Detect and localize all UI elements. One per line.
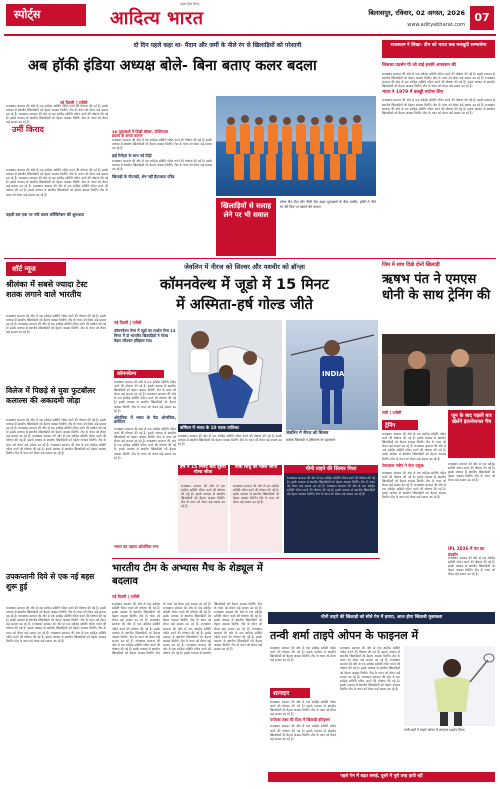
tanvi-paragraph-5: राजस्थान सरकार की ओर से एक स्पोर्ट्स समिति गठित करने की घोषणा की गई है। इसके माध्यम से स्थानीय खिलाड़ियों को बेहतर अवसर मिलेंगे। टीम के चयन को लेकर कई सवाल उठ रहे हैं। [340, 658, 400, 679]
center-headline-2: में अस्मिता-हर्ष गोल्ड जीते [176, 297, 313, 313]
pant-headline: ऋषभ पंत ने एमएस धोनी के साथ ट्रेनिंग की [382, 272, 491, 303]
box-harsh-title: हर्ष ने 15 मिनट बाद दूसरा गोल्ड जीता [180, 465, 226, 475]
pant-tag: ट्रेनिंग [382, 420, 418, 430]
tanvi-tag: शानदार [270, 688, 310, 698]
lead-col2-sub-4: खिलाड़ी के पीएचडी, शेष नहीं हैदराबाद एविड [112, 173, 175, 179]
tanvi-kicker: चीनी ताइपे की खिलाड़ी को सीधे गेम में हराया, आज होगा खिताबी मुकाबला [268, 612, 495, 624]
rajasthan-subhead: जिसका प्रदर्शन पी जो वाई इनकी अपवंशन की [382, 63, 456, 68]
box-harsh [178, 465, 228, 553]
practice-paragraph-7: राजस्थान सरकार की ओर से एक स्पोर्ट्स समिति गठित करने की घोषणा की गई है। इसके माध्यम से स्थानीय खिलाड़ियों को बेहतर अवसर मिलेंगे। टीम के चयन को लेकर कई सवाल उठ रहे हैं। [214, 610, 262, 631]
center-body-2 [178, 434, 282, 462]
section-label: स्पोर्ट्स [6, 4, 86, 26]
center-byline: नई दिल्ली | एजेंसी [114, 320, 142, 325]
tanvi-paragraph-4: राजस्थान सरकार की ओर से एक स्पोर्ट्स समिति गठित करने की घोषणा की गई है। इसके माध्यम से स्थानीय खिलाड़ियों को बेहतर अवसर मिलेंगे। टीम के चयन को लेकर कई सवाल उठ रहे हैं। [340, 646, 400, 663]
center-paragraph-2: राजस्थान सरकार की ओर से एक स्पोर्ट्स समिति गठित करने की घोषणा की गई है। इसके माध्यम से स्थानीय खिलाड़ियों को बेहतर अवसर मिलेंगे। टीम के चयन को लेकर कई सवाल उठ रहे हैं। [114, 392, 176, 413]
lead-paragraph: राजस्थान सरकार की ओर से एक स्पोर्ट्स समिति गठित करने की घोषणा की गई है। इसके माध्यम से स्थानीय खिलाड़ियों को बेहतर अवसर मिलेंगे। टीम के चयन को लेकर कई सवाल उठ रहे हैं। [6, 104, 108, 117]
javelin-photo [286, 320, 378, 430]
lead-kicker: दो दिन पहले कहा था- मैदान और जमीं के नीले रंग से खिलाड़ियों को परेशानी [133, 42, 302, 49]
lead-headline: अब हॉकी इंडिया अध्यक्ष बोले- बिना बताए कलर बदला [28, 58, 317, 74]
pant-dhoni-figures [382, 334, 495, 406]
website: www.adityabharat.com [407, 22, 465, 28]
practice-paragraph-5: राजस्थान सरकार की ओर से एक स्पोर्ट्स समिति गठित करने की घोषणा की गई है। इसके माध्यम से स्थानीय खिलाड़ियों को बेहतर अवसर मिलेंगे। टीम के चयन को लेकर कई सवाल उठ रहे हैं। [163, 622, 211, 647]
svg-text:INDIA: INDIA [322, 370, 345, 378]
left-paragraph-7: राजस्थान सरकार की ओर से एक स्पोर्ट्स समिति गठित करने की घोषणा की गई है। इसके माध्यम से स्थानीय खिलाड़ियों को बेहतर अवसर मिलेंगे। टीम के चयन को लेकर कई सवाल उठ रहे हैं। [6, 606, 106, 619]
team-figures [216, 96, 376, 196]
pant-dhoni-photo [382, 334, 495, 406]
logo-text: आदित्य भारत [110, 8, 204, 29]
pant-kicker: जिम में साथ दिखे दोनों खिलाड़ी [382, 262, 440, 268]
logo-tagline: राष्ट्रीय हिंदी दैनिक [180, 2, 200, 6]
tanvi-body-1 [270, 646, 336, 686]
lead-col2-body-2: राजस्थान सरकार की ओर से एक स्पोर्ट्स समिति गठित करने की घोषणा की गई है। इसके माध्यम से स्थानीय खिलाड़ियों को बेहतर अवसर मिलेंगे। टीम के चयन को लेकर कई सवाल उठ रहे हैं। [112, 158, 212, 171]
center-body-1 [114, 380, 176, 540]
practice-paragraph-2: राजस्थान सरकार की ओर से एक स्पोर्ट्स समिति गठित करने की घोषणा की गई है। इसके माध्यम से स्थानीय खिलाड़ियों को बेहतर अवसर मिलेंगे। टीम के चयन को लेकर कई सवाल उठ रहे हैं। [112, 618, 160, 643]
pant-paragraph-3: राजस्थान सरकार की ओर से एक स्पोर्ट्स समिति गठित करने की घोषणा की गई है। इसके माध्यम से स्थानीय खिलाड़ियों को बेहतर अवसर मिलेंगे। टीम के चयन को लेकर कई सवाल उठ रहे हैं। [382, 470, 446, 488]
tanvi-paragraph-1: राजस्थान सरकार की ओर से एक स्पोर्ट्स समिति गठित करने की घोषणा की गई है। इसके माध्यम से स्थानीय खिलाड़ियों को बेहतर अवसर मिलेंगे। टीम के चयन को लेकर कई सवाल उठ रहे हैं। [270, 646, 336, 663]
left-paragraph-4: राजस्थान सरकार की ओर से एक स्पोर्ट्स समिति गठित करने की घोषणा की गई है। इसके माध्यम से स्थानीय खिलाड़ियों को बेहतर अवसर मिलेंगे। टीम के चयन को लेकर कई सवाल उठ रहे हैं। [6, 426, 106, 439]
logo [110, 2, 310, 32]
rajasthan-paragraph-2: राजस्थान सरकार की ओर से एक स्पोर्ट्स समिति गठित करने की घोषणा की गई है। इसके माध्यम से स्थानीय खिलाड़ियों को बेहतर अवसर मिलेंगे। टीम के चयन को लेकर कई सवाल उठ रहे हैं। [382, 76, 495, 89]
practice-byline: नई दिल्ली | एजेंसी [112, 594, 140, 599]
left-paragraph-9: राजस्थान सरकार की ओर से एक स्पोर्ट्स समिति गठित करने की घोषणा की गई है। इसके माध्यम से स्थानीय खिलाड़ियों को बेहतर अवसर मिलेंगे। टीम के चयन को लेकर कई सवाल उठ रहे हैं। [6, 622, 106, 635]
center-tag: कॉमनवेल्थ [114, 370, 164, 378]
left-item3-head: उपकप्तानी दिये से एक नई बहस शुरू हुई [6, 572, 95, 591]
hockey-team-photo [216, 96, 376, 196]
box-sindhu-body [230, 481, 282, 555]
tanvi-caption: तन्वी शर्मा ने ताइपे ओपन में शानदार प्रदर्शन किया [404, 728, 465, 732]
center-subhead-c: ओलंपिक में भारत के पैरा ओलंपिक, कमेंटेटर [114, 414, 176, 424]
lead-mid-head: पहली बार एक पर नयी कलर कॉम्बिनेशन की शुरुआत [6, 212, 84, 217]
left-paragraph-1: राजस्थान सरकार की ओर से एक स्पोर्ट्स समिति गठित करने की घोषणा की गई है। इसके माध्यम से स्थानीय खिलाड़ियों को बेहतर अवसर मिलेंगे। टीम के चयन को लेकर कई सवाल उठ रहे हैं। [6, 314, 106, 327]
lead-paragraph-4: राजस्थान सरकार की ओर से एक स्पोर्ट्स समिति गठित करने की घोषणा की गई है। इसके माध्यम से स्थानीय खिलाड़ियों को बेहतर अवसर मिलेंगे। टीम के चयन को लेकर कई सवाल उठ रहे हैं। [6, 176, 108, 189]
lead-paragraph-2: राजस्थान सरकार की ओर से एक स्पोर्ट्स समिति गठित करने की घोषणा की गई है। इसके माध्यम से स्थानीय खिलाड़ियों को बेहतर अवसर मिलेंगे। टीम के चयन को लेकर कई सवाल उठ रहे हैं। [6, 112, 108, 125]
judo-caption: बर्मिंघम में भारत के 10 पदक तालिका [178, 424, 282, 432]
page-number: 07 [470, 6, 494, 30]
pant-paragraph-2: राजस्थान सरकार की ओर से एक स्पोर्ट्स समिति गठित करने की घोषणा की गई है। इसके माध्यम से स्थानीय खिलाड़ियों को बेहतर अवसर मिलेंगे। टीम के चयन को लेकर कई सवाल उठ रहे हैं। [382, 444, 446, 461]
box-taipei-body [284, 473, 378, 549]
rajasthan-body [382, 72, 495, 180]
left-paragraph-2: राजस्थान सरकार की ओर से एक स्पोर्ट्स समिति गठित करने की घोषणा की गई है। इसके माध्यम से स्थानीय खिलाड़ियों को बेहतर अवसर मिलेंगे। टीम के चयन को लेकर कई सवाल उठ रहे हैं। [6, 322, 106, 335]
box-taipei [284, 465, 378, 553]
box-sindhu-text: राजस्थान सरकार की ओर से एक स्पोर्ट्स समिति गठित करने की घोषणा की गई है। इसके माध्यम से स्थानीय खिलाड़ियों को बेहतर अवसर मिलेंगे। टीम के चयन को लेकर कई सवाल उठ रहे हैं। [233, 484, 279, 505]
lead-body-3 [112, 100, 212, 256]
left-item1-body [6, 314, 106, 384]
practice-body [112, 602, 262, 782]
tanvi-body-3 [340, 646, 400, 772]
lead-byline: नई दिल्ली | एजेंसी [60, 100, 88, 105]
left-paragraph-3: राजस्थान सरकार की ओर से एक स्पोर्ट्स समिति गठित करने की घोषणा की गई है। इसके माध्यम से स्थानीय खिलाड़ियों को बेहतर अवसर मिलेंगे। टीम के चयन को लेकर कई सवाल उठ रहे हैं। [6, 418, 106, 431]
left-paragraph-5: राजस्थान सरकार की ओर से एक स्पोर्ट्स समिति गठित करने की घोषणा की गई है। इसके माध्यम से स्थानीय खिलाड़ियों को बेहतर अवसर मिलेंगे। टीम के चयन को लेकर कई सवाल उठ रहे हैं। [6, 434, 106, 447]
box-harsh-text: राजस्थान सरकार की ओर से एक स्पोर्ट्स समिति गठित करने की घोषणा की गई है। इसके माध्यम से स्थानीय खिलाड़ियों को बेहतर अवसर मिलेंगे। टीम के चयन को लेकर कई सवाल उठ रहे हैं। [181, 484, 225, 509]
center-paragraph-4: राजस्थान सरकार की ओर से एक स्पोर्ट्स समिति गठित करने की घोषणा की गई है। इसके माध्यम से स्थानीय खिलाड़ियों को बेहतर अवसर मिलेंगे। टीम के चयन को लेकर कई सवाल उठ रहे हैं। [114, 439, 176, 460]
javelin-caption: जेवलिन में नीरज को सिल्वर [286, 430, 329, 435]
masthead-rule [4, 34, 496, 36]
rajasthan-paragraph-4: राजस्थान सरकार की ओर से एक स्पोर्ट्स समिति गठित करने की घोषणा की गई है। इसके माध्यम से स्थानीय खिलाड़ियों को बेहतर अवसर मिलेंगे। टीम के चयन को लेकर कई सवाल उठ रहे हैं। [382, 102, 495, 115]
section-rule-1 [4, 258, 496, 259]
lead-col2-sub-1: 30 मुकाबलों में दिखी बॉक्स, टोक्यियाल [112, 129, 169, 134]
box-taipei-text-2: राजस्थान सरकार की ओर से एक स्पोर्ट्स समिति गठित करने की घोषणा की गई है। इसके माध्यम से स्थानीय खिलाड़ियों को बेहतर अवसर मिलेंगे। टीम के चयन को लेकर कई सवाल उठ रहे हैं। [287, 484, 376, 497]
pant-paragraph-4: राजस्थान सरकार की ओर से एक स्पोर्ट्स समिति गठित करने की घोषणा की गई है। इसके माध्यम से स्थानीय खिलाड़ियों को बेहतर अवसर मिलेंगे। टीम के चयन को लेकर कई सवाल उठ रहे हैं। [382, 483, 446, 500]
hockey-quote-box: खिलाड़ियों से सलाह लेने पर भी सवाल [216, 198, 276, 256]
rajasthan-para-head: भारत ने 1979 में कबड्डी पार्टनर शिप [382, 90, 444, 96]
shorts-tag: शॉर्ट न्यूज [6, 262, 66, 276]
practice-paragraph-1: राजस्थान सरकार की ओर से एक स्पोर्ट्स समिति गठित करने की घोषणा की गई है। इसके माध्यम से स्थानीय खिलाड़ियों को बेहतर अवसर मिलेंगे। टीम के चयन को लेकर कई सवाल उठ रहे हैं। [112, 602, 160, 623]
ipl-body [448, 556, 495, 608]
practice-paragraph-4: राजस्थान सरकार की ओर से एक स्पोर्ट्स समिति गठित करने की घोषणा की गई है। इसके माध्यम से स्थानीय खिलाड़ियों को बेहतर अवसर मिलेंगे। टीम के चयन को लेकर कई सवाल उठ रहे हैं। [163, 606, 211, 627]
javelin-side-caption: प्रत्येक खिलाड़ी व हरियाणा के पहलवान [286, 438, 336, 442]
lead-col2-sub-2: प्रयास के बनाए कारण [112, 133, 143, 139]
box-sindhu-title: पीवी सिंधु को मेडल सौंपा [234, 465, 278, 470]
center-kicker: जेवलिन में नीरज को सिल्वर और यशवीर को ब्रॉन्ज़ा [184, 263, 305, 271]
left-paragraph-10: राजस्थान सरकार की ओर से एक स्पोर्ट्स समिति गठित करने की घोषणा की गई है। इसके माध्यम से स्थानीय खिलाड़ियों को बेहतर अवसर मिलेंगे। टीम के चयन को लेकर कई सवाल उठ रहे हैं। [6, 630, 106, 643]
left-item2-body [6, 418, 106, 568]
box-taipei-text: राजस्थान सरकार की ओर से एक स्पोर्ट्स समिति गठित करने की घोषणा की गई है। इसके माध्यम से स्थानीय खिलाड़ियों को बेहतर अवसर मिलेंगे। टीम के चयन को लेकर कई सवाल उठ रहे हैं। [287, 476, 375, 489]
center-headline-1: कॉमनवेल्थ में जूडो में 15 मिनट [159, 277, 329, 293]
pant-side-body [448, 462, 495, 542]
pant-body [382, 432, 446, 628]
box-sindhu [230, 465, 282, 553]
ipl-head: IPL 2026 में पंत का प्रदर्शन [448, 546, 485, 557]
tanvi-footer-band: पहले गेम में बढ़त बनाई, दूसरे में पूरी तरह हावी रहीं [268, 772, 495, 782]
practice-paragraph-3: राजस्थान सरकार की ओर से एक स्पोर्ट्स समिति गठित करने की घोषणा की गई है। इसके माध्यम से स्थानीय खिलाड़ियों को बेहतर अवसर मिलेंगे। टीम के चयन को लेकर कई सवाल उठ रहे हैं। [112, 602, 211, 656]
left-paragraph-8: राजस्थान सरकार की ओर से एक स्पोर्ट्स समिति गठित करने की घोषणा की गई है। इसके माध्यम से स्थानीय खिलाड़ियों को बेहतर अवसर मिलेंगे। टीम के चयन को लेकर कई सवाल उठ रहे हैं। [6, 614, 106, 627]
rajasthan-paragraph-3: राजस्थान सरकार की ओर से एक स्पोर्ट्स समिति गठित करने की घोषणा की गई है। इसके माध्यम से स्थानीय खिलाड़ियों को बेहतर अवसर मिलेंगे। टीम के चयन को लेकर कई सवाल उठ रहे हैं। [382, 98, 495, 107]
center-subhead-d: भारत का पहला ओलंपिक रनर [114, 544, 159, 549]
ipl-paragraph: राजस्थान सरकार की ओर से एक स्पोर्ट्स समिति गठित करने की घोषणा की गई है। इसके माध्यम से स्थानीय खिलाड़ियों को बेहतर अवसर मिलेंगे। टीम के चयन को लेकर कई सवाल उठ रहे हैं। [448, 556, 495, 577]
pant-side-paragraph: राजस्थान सरकार की ओर से एक स्पोर्ट्स समिति गठित करने की घोषणा की गई है। इसके माध्यम से स्थानीय खिलाड़ियों को बेहतर अवसर मिलेंगे। टीम के चयन को लेकर कई सवाल उठ रहे हैं। [448, 462, 495, 483]
javelin-figure [286, 320, 378, 430]
tanvi-headline: तन्वी शर्मा ताइपे ओपन के फाइनल में [270, 629, 419, 642]
center-paragraph-5: राजस्थान सरकार की ओर से एक स्पोर्ट्स समिति गठित करने की घोषणा की गई है। इसके माध्यम से स्थानीय खिलाड़ियों को बेहतर अवसर मिलेंगे। टीम के चयन को लेकर कई सवाल उठ रहे हैं। [178, 434, 282, 447]
lead-paragraph-3: राजस्थान सरकार की ओर से एक स्पोर्ट्स समिति गठित करने की घोषणा की गई है। इसके माध्यम से स्थानीय खिलाड़ियों को बेहतर अवसर मिलेंगे। टीम के चयन को लेकर कई सवाल उठ रहे हैं। [6, 168, 108, 181]
hockey-caption: ब्लैक ग्रीन टीम और नीली टीम बाहर मुकाबलों के बीच तस्वीर; हॉकी में नीले रंग की पिच पर खेलने की परंपरा [280, 200, 376, 209]
judo-figures [178, 320, 282, 424]
tanvi-sub: परफेक्ट लक्ष्य की दिशा में खिलाड़ी हरिकृष्ण [270, 717, 330, 723]
lead-col2-sub-3: हाई टैलेंट्स के साथ नई पीढ़ी [112, 153, 152, 159]
lead-subhead: उर्मी किराद [12, 124, 52, 135]
practice-headline: भारतीय टीम के अभ्यास मैच के शेड्यूल में बदलाव [112, 563, 263, 587]
date-line: बिलासपुर, रविवार, 02 अगस्त, 2026 [368, 9, 465, 17]
rajasthan-paragraph: राजस्थान सरकार की ओर से एक स्पोर्ट्स समिति गठित करने की घोषणा की गई है। इसके माध्यम से स्थानीय खिलाड़ियों को बेहतर अवसर मिलेंगे। टीम के चयन को लेकर कई सवाल उठ रहे हैं। [382, 72, 495, 81]
pant-byline: रांची | एजेंसी [382, 410, 402, 415]
center-paragraph-1: राजस्थान सरकार की ओर से एक स्पोर्ट्स समिति गठित करने की घोषणा की गई है। इसके माध्यम से स्थानीय खिलाड़ियों को बेहतर अवसर मिलेंगे। टीम के चयन को लेकर कई सवाल उठ रहे हैं। [114, 380, 176, 397]
practice-paragraph-8: राजस्थान सरकार की ओर से एक स्पोर्ट्स समिति गठित करने की घोषणा की गई है। इसके माध्यम से स्थानीय खिलाड़ियों को बेहतर अवसर मिलेंगे। टीम के चयन को लेकर कई सवाल उठ रहे हैं। [214, 626, 262, 652]
tanvi-paragraph-3: राजस्थान सरकार की ओर से एक स्पोर्ट्स समिति गठित करने की घोषणा की गई है। इसके माध्यम से स्थानीय खिलाड़ियों को बेहतर अवसर मिलेंगे। टीम के चयन को लेकर कई सवाल उठ रहे हैं। [270, 724, 336, 741]
center-paragraph-3: राजस्थान सरकार की ओर से एक स्पोर्ट्स समिति गठित करने की घोषणा की गई है। इसके माध्यम से स्थानीय खिलाड़ियों को बेहतर अवसर मिलेंगे। टीम के चयन को लेकर कई सवाल उठ रहे हैं। [114, 426, 176, 444]
left-item1-head: श्रीलंका में सबसे ज्यादा टेस्ट शतक लगाने वाले भारतीय [6, 280, 88, 299]
tanvi-paragraph-6: राजस्थान सरकार की ओर से एक स्पोर्ट्स समिति गठित करने की घोषणा की गई है। इसके माध्यम से स्थानीय खिलाड़ियों को बेहतर अवसर मिलेंगे। टीम के चयन को लेकर कई सवाल उठ रहे हैं। [340, 674, 400, 691]
judo-photo [178, 320, 282, 424]
box-harsh-body [178, 481, 228, 555]
left-item3-body [6, 606, 106, 782]
practice-paragraph-6: राजस्थान सरकार की ओर से एक स्पोर्ट्स समिति गठित करने की घोषणा की गई है। इसके माध्यम से स्थानीय खिलाड़ियों को बेहतर अवसर मिलेंगे। टीम के चयन को लेकर कई सवाल उठ रहे हैं। [163, 602, 262, 656]
pant-paragraph-1: राजस्थान सरकार की ओर से एक स्पोर्ट्स समिति गठित करने की घोषणा की गई है। इसके माध्यम से स्थानीय खिलाड़ियों को बेहतर अवसर मिलेंगे। टीम के चयन को लेकर कई सवाल उठ रहे हैं। [382, 432, 446, 449]
tanvi-photo [404, 646, 495, 726]
lead-paragraph-5: राजस्थान सरकार की ओर से एक स्पोर्ट्स समिति गठित करने की घोषणा की गई है। इसके माध्यम से स्थानीय खिलाड़ियों को बेहतर अवसर मिलेंगे। टीम के चयन को लेकर कई सवाल उठ रहे हैं। [6, 184, 108, 197]
left-paragraph-6: राजस्थान सरकार की ओर से एक स्पोर्ट्स समिति गठित करने की घोषणा की गई है। इसके माध्यम से स्थानीय खिलाड़ियों को बेहतर अवसर मिलेंगे। टीम के चयन को लेकर कई सवाल उठ रहे हैं। [6, 442, 106, 455]
tanvi-body-2 [270, 700, 336, 772]
section-rule-2 [112, 558, 380, 559]
center-intro: कॉमनवेल्थ गेम्स में जूडो का मार्शल गेम्स 15 मिनट में दो भारतीय खिलाड़ियों ने गोल्ड मेडल जीतकर इतिहास रचा। [114, 328, 176, 343]
pant-box: जून के बाद पहली बार खेलेंगे इंटरनेशनल मैच [448, 410, 495, 458]
pant-sub: टेस्टकाम नवीन ने सेन्ट प्रमुख [382, 462, 424, 468]
rajasthan-kicker: राजस्थान ने लिखा- टीम को भारत कब मजबूती सम्भालेगा [382, 40, 495, 58]
left-item2-head: विलेज में पिछड़े से युवा फुटबॉलर कलाल्स की अकादमी जोड़ा [6, 386, 96, 405]
box-taipei-title: चीनी ताइपे की सिल्वर मिला [284, 465, 378, 473]
tanvi-paragraph-2: राजस्थान सरकार की ओर से एक स्पोर्ट्स समिति गठित करने की घोषणा की गई है। इसके माध्यम से स्थानीय खिलाड़ियों को बेहतर अवसर मिलेंगे। टीम के चयन को लेकर कई सवाल उठ रहे हैं। [270, 700, 336, 717]
tanvi-figure [404, 646, 495, 726]
lead-col2-body: राजस्थान सरकार की ओर से एक स्पोर्ट्स समिति गठित करने की घोषणा की गई है। इसके माध्यम से स्थानीय खिलाड़ियों को बेहतर अवसर मिलेंगे। टीम के चयन को लेकर कई सवाल उठ रहे हैं। [112, 138, 212, 151]
